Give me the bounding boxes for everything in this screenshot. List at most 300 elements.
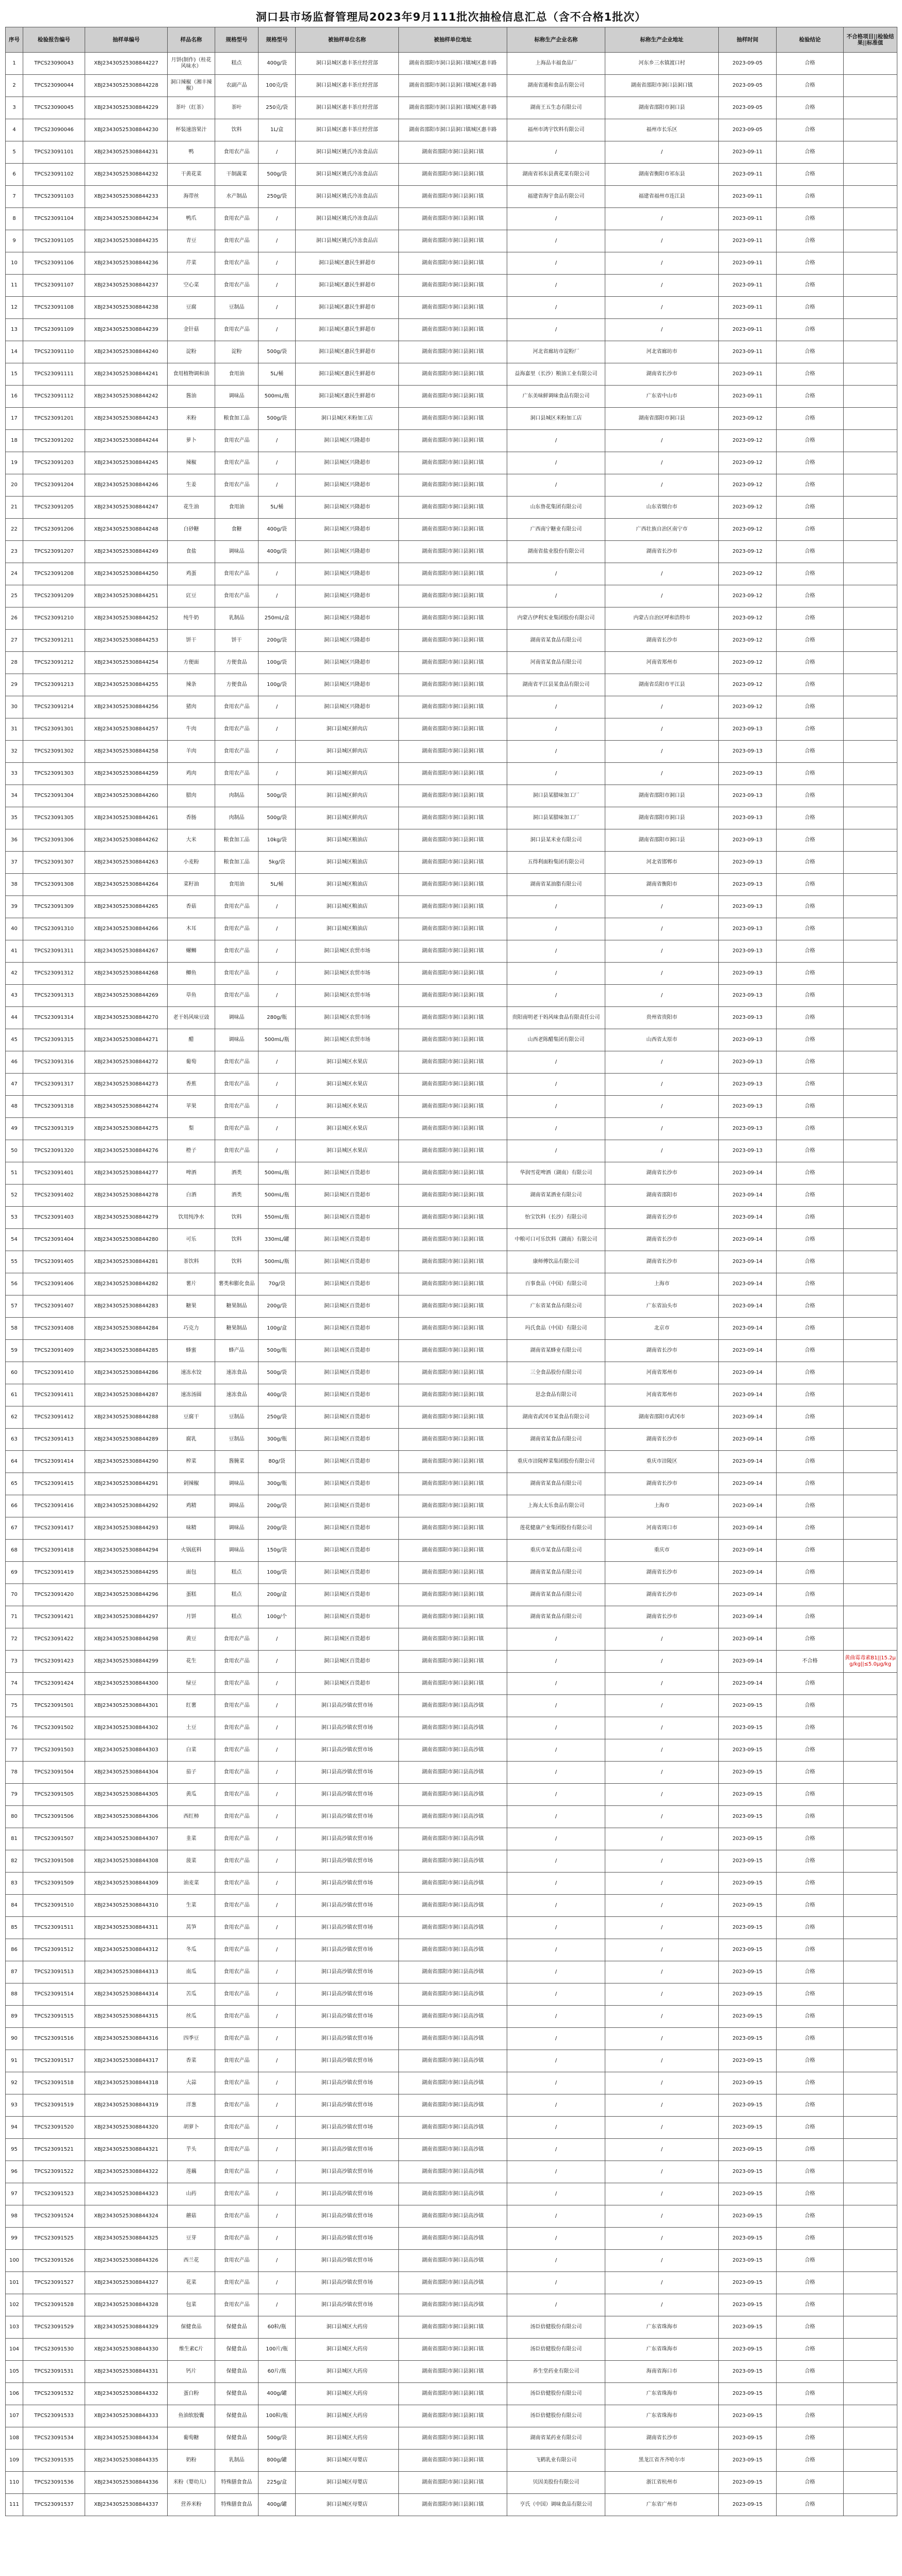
cell-sampled-unit: 洞口县城区姚氏冷冻食品店 [296, 141, 399, 164]
cell-index: 30 [6, 696, 23, 718]
cell-manufacturer: 上海品丰福食品厂 [507, 53, 605, 75]
cell-sampling-date: 2023-09-13 [719, 1118, 777, 1140]
cell-conclusion: 合格 [777, 2094, 844, 2117]
cell-failed-item [844, 2272, 897, 2294]
cell-sample-name: 包菜 [168, 2294, 215, 2316]
cell-index: 3 [6, 97, 23, 119]
cell-report-no: TPCS23091523 [23, 2183, 85, 2205]
cell-food-category: 饮料 [215, 1207, 259, 1229]
table-row [6, 1850, 897, 1873]
cell-manufacturer: 广东美味鲜调味食品有限公司 [507, 386, 605, 408]
cell-failed-item [844, 363, 897, 386]
cell-food-category: 保健食品 [215, 2427, 259, 2450]
cell-manufacturer: / [507, 1096, 605, 1118]
cell-sampling-date: 2023-09-15 [719, 2205, 777, 2228]
cell-sample-name: 豆芽 [168, 2228, 215, 2250]
cell-manufacturer: / [507, 297, 605, 319]
cell-report-no: TPCS23091301 [23, 718, 85, 741]
cell-food-category: 食用农产品 [215, 1828, 259, 1850]
cell-sample-name: 腐乳 [168, 1429, 215, 1451]
table-row [6, 1673, 897, 1695]
cell-sampling-date: 2023-09-05 [719, 75, 777, 97]
cell-spec: 225g/盒 [259, 2472, 296, 2494]
cell-sampled-unit: 洞口县城区兴隆超市 [296, 585, 399, 607]
cell-sampled-address: 湖南省邵阳市洞口县洞口镇 [399, 1251, 507, 1273]
cell-conclusion: 合格 [777, 1251, 844, 1273]
cell-sampled-unit: 洞口县城区大药房 [296, 2383, 399, 2405]
cell-sample-no: XBJ23430525308844250 [85, 563, 168, 585]
cell-conclusion: 合格 [777, 940, 844, 963]
cell-sample-no: XBJ23430525308844268 [85, 963, 168, 985]
cell-sampled-address: 湖南省邵阳市洞口县洞口镇 [399, 785, 507, 807]
cell-sampling-date: 2023-09-13 [719, 1007, 777, 1029]
cell-index: 5 [6, 141, 23, 164]
cell-sampled-address: 湖南省邵阳市洞口县洞口镇 [399, 2383, 507, 2405]
table-row [6, 2472, 897, 2494]
cell-index: 18 [6, 430, 23, 452]
cell-sampled-unit: 洞口县高沙镇农贸市场 [296, 2161, 399, 2183]
cell-sample-no: XBJ23430525308844311 [85, 1917, 168, 1939]
cell-spec: / [259, 230, 296, 252]
cell-index: 4 [6, 119, 23, 141]
cell-spec: / [259, 1828, 296, 1850]
cell-conclusion: 合格 [777, 1473, 844, 1495]
cell-sample-name: 啤酒 [168, 1162, 215, 1185]
cell-sampled-address: 湖南省邵阳市洞口县高沙镇 [399, 2228, 507, 2250]
cell-manufacturer-address: / [605, 718, 719, 741]
cell-failed-item [844, 452, 897, 474]
cell-sample-name: 木耳 [168, 918, 215, 940]
cell-index: 73 [6, 1651, 23, 1673]
cell-sampling-date: 2023-09-15 [719, 1828, 777, 1850]
cell-sampled-address: 湖南省邵阳市洞口县洞口镇 [399, 1362, 507, 1384]
cell-report-no: TPCS23091537 [23, 2494, 85, 2516]
cell-sampled-address: 湖南省邵阳市洞口县高沙镇 [399, 2050, 507, 2072]
cell-sample-no: XBJ23430525308844299 [85, 1651, 168, 1673]
table-row [6, 2028, 897, 2050]
cell-sampled-address: 湖南省邵阳市洞口县高沙镇 [399, 1739, 507, 1762]
cell-manufacturer-address: / [605, 1096, 719, 1118]
cell-spec: 5L/桶 [259, 497, 296, 519]
cell-sampled-address: 湖南省邵阳市洞口县洞口镇 [399, 829, 507, 852]
cell-manufacturer: 湖南省平江县某食品有限公司 [507, 674, 605, 696]
cell-food-category: 食用农产品 [215, 1873, 259, 1895]
cell-failed-item [844, 2072, 897, 2094]
cell-report-no: TPCS23091518 [23, 2072, 85, 2094]
cell-report-no: TPCS23091402 [23, 1185, 85, 1207]
cell-sample-no: XBJ23430525308844228 [85, 75, 168, 97]
cell-manufacturer-address: 湖南省衡阳市 [605, 874, 719, 896]
cell-manufacturer: 养生堂药业有限公司 [507, 2361, 605, 2383]
cell-conclusion: 合格 [777, 1096, 844, 1118]
cell-sampling-date: 2023-09-11 [719, 319, 777, 341]
cell-manufacturer-address: / [605, 1828, 719, 1850]
cell-report-no: TPCS23091314 [23, 1007, 85, 1029]
cell-manufacturer: 湖南省某食品有限公司 [507, 1606, 605, 1628]
cell-sample-no: XBJ23430525308844304 [85, 1762, 168, 1784]
cell-index: 95 [6, 2139, 23, 2161]
cell-food-category: 调味品 [215, 1495, 259, 1517]
cell-spec: 400g/袋 [259, 1384, 296, 1406]
cell-spec: / [259, 1074, 296, 1096]
cell-manufacturer-address: 湖南省长沙市 [605, 1251, 719, 1273]
cell-sampling-date: 2023-09-15 [719, 1961, 777, 1983]
cell-manufacturer-address: 湖南省邵阳市洞口县 [605, 807, 719, 829]
cell-conclusion: 合格 [777, 1140, 844, 1162]
cell-sample-name: 花菜 [168, 2272, 215, 2294]
cell-sample-name: 牛肉 [168, 718, 215, 741]
cell-sample-name: 饼干 [168, 630, 215, 652]
cell-sampled-unit: 洞口县城区惠丰茶庄经营部 [296, 97, 399, 119]
cell-manufacturer-address: 内蒙古自治区呼和浩特市 [605, 607, 719, 630]
cell-failed-item [844, 2161, 897, 2183]
table-row [6, 1517, 897, 1540]
cell-sample-name: 芹菜 [168, 252, 215, 275]
cell-sample-no: XBJ23430525308844300 [85, 1673, 168, 1695]
cell-food-category: 食用农产品 [215, 208, 259, 230]
cell-manufacturer: / [507, 1895, 605, 1917]
table-row [6, 1739, 897, 1762]
cell-sampling-date: 2023-09-11 [719, 297, 777, 319]
cell-sample-name: 山药 [168, 2183, 215, 2205]
cell-sample-no: XBJ23430525308844289 [85, 1429, 168, 1451]
cell-food-category: 食用农产品 [215, 230, 259, 252]
cell-manufacturer: / [507, 2183, 605, 2205]
cell-sampled-unit: 洞口县城区农贸市场 [296, 985, 399, 1007]
cell-conclusion: 合格 [777, 2117, 844, 2139]
cell-conclusion: 合格 [777, 1273, 844, 1295]
header-cell: 规格型号 [259, 27, 296, 53]
cell-food-category: 糖果制品 [215, 1318, 259, 1340]
cell-sample-name: 面包 [168, 1562, 215, 1584]
cell-report-no: TPCS23091512 [23, 1939, 85, 1961]
cell-sampling-date: 2023-09-11 [719, 252, 777, 275]
cell-spec: 500mL/瓶 [259, 1251, 296, 1273]
cell-failed-item [844, 2427, 897, 2450]
cell-sampled-unit: 洞口县城区百货超市 [296, 1295, 399, 1318]
cell-spec: / [259, 563, 296, 585]
cell-sampled-address: 湖南省邵阳市洞口县洞口镇 [399, 1318, 507, 1340]
cell-report-no: TPCS23091525 [23, 2228, 85, 2250]
table-row [6, 718, 897, 741]
cell-sample-name: 白酒 [168, 1185, 215, 1207]
cell-conclusion: 合格 [777, 652, 844, 674]
cell-sampled-unit: 洞口县城区鲜肉店 [296, 763, 399, 785]
cell-sampling-date: 2023-09-12 [719, 674, 777, 696]
cell-index: 108 [6, 2427, 23, 2450]
cell-manufacturer-address: / [605, 1140, 719, 1162]
cell-sample-no: XBJ23430525308844337 [85, 2494, 168, 2516]
cell-manufacturer: / [507, 963, 605, 985]
cell-manufacturer: / [507, 1784, 605, 1806]
cell-failed-item [844, 297, 897, 319]
cell-sample-name: 猪肉 [168, 696, 215, 718]
cell-conclusion: 合格 [777, 363, 844, 386]
cell-failed-item [844, 1606, 897, 1628]
cell-spec: / [259, 696, 296, 718]
table-row [6, 2205, 897, 2228]
cell-sampled-unit: 洞口县城区粮油店 [296, 852, 399, 874]
cell-failed-item: 黄曲霉毒素B1||15.2μg/kg||≤5.0μg/kg [844, 1651, 897, 1673]
cell-report-no: TPCS23091319 [23, 1118, 85, 1140]
table-row [6, 1628, 897, 1651]
cell-sampled-address: 湖南省邵阳市洞口县洞口镇 [399, 1495, 507, 1517]
cell-manufacturer-address: / [605, 741, 719, 763]
cell-sample-name: 香肠 [168, 807, 215, 829]
table-row [6, 2183, 897, 2205]
cell-manufacturer-address: 湖南省长沙市 [605, 630, 719, 652]
cell-sampling-date: 2023-09-14 [719, 1273, 777, 1295]
cell-manufacturer: / [507, 1850, 605, 1873]
cell-sampled-unit: 洞口县城区百货超市 [296, 1207, 399, 1229]
cell-conclusion: 合格 [777, 230, 844, 252]
cell-sample-name: 茶叶（红茶） [168, 97, 215, 119]
cell-food-category: 方便食品 [215, 652, 259, 674]
cell-spec: 60粒/瓶 [259, 2316, 296, 2339]
cell-food-category: 食用农产品 [215, 2072, 259, 2094]
cell-sample-name: 莴笋 [168, 1917, 215, 1939]
table-row [6, 1140, 897, 1162]
cell-manufacturer-address: 河南省郑州市 [605, 652, 719, 674]
cell-sampled-unit: 洞口县城区粮油店 [296, 874, 399, 896]
cell-failed-item [844, 1029, 897, 1051]
cell-index: 76 [6, 1717, 23, 1739]
cell-sample-name: 洋葱 [168, 2094, 215, 2117]
cell-sampled-unit: 洞口县城区兴隆超市 [296, 563, 399, 585]
cell-spec: 200g/袋 [259, 1495, 296, 1517]
cell-index: 22 [6, 519, 23, 541]
cell-conclusion: 合格 [777, 452, 844, 474]
cell-failed-item [844, 2250, 897, 2272]
cell-manufacturer-address: 黑龙江省齐齐哈尔市 [605, 2450, 719, 2472]
cell-conclusion: 合格 [777, 2006, 844, 2028]
cell-sampled-unit: 洞口县城区粮油店 [296, 829, 399, 852]
cell-spec: / [259, 2117, 296, 2139]
cell-sample-name: 葡萄糖 [168, 2427, 215, 2450]
cell-manufacturer: / [507, 230, 605, 252]
table-row [6, 297, 897, 319]
cell-food-category: 保健食品 [215, 2316, 259, 2339]
cell-sampling-date: 2023-09-14 [719, 1162, 777, 1185]
cell-index: 65 [6, 1473, 23, 1495]
cell-sampled-address: 湖南省邵阳市洞口县洞口镇 [399, 1295, 507, 1318]
cell-sampled-address: 湖南省邵阳市洞口县洞口镇 [399, 164, 507, 186]
table-row [6, 141, 897, 164]
cell-manufacturer-address: / [605, 2006, 719, 2028]
cell-index: 97 [6, 2183, 23, 2205]
cell-conclusion: 合格 [777, 1362, 844, 1384]
cell-report-no: TPCS23091516 [23, 2028, 85, 2050]
cell-sample-name: 螺蛳 [168, 940, 215, 963]
cell-manufacturer-address: 湖南省长沙市 [605, 2427, 719, 2450]
cell-sample-name: 薯片 [168, 1273, 215, 1295]
cell-sample-name: 辣椒 [168, 452, 215, 474]
table-row [6, 2072, 897, 2094]
cell-conclusion: 合格 [777, 1495, 844, 1517]
cell-index: 67 [6, 1517, 23, 1540]
cell-manufacturer-address: 湖南省长沙市 [605, 1562, 719, 1584]
cell-manufacturer: 湖南省盐业股份有限公司 [507, 541, 605, 563]
cell-spec: 400g/袋 [259, 53, 296, 75]
cell-sampled-address: 湖南省邵阳市洞口县高沙镇 [399, 2272, 507, 2294]
cell-food-category: 食用农产品 [215, 1118, 259, 1140]
cell-sample-name: 苦瓜 [168, 1983, 215, 2006]
table-row [6, 2117, 897, 2139]
cell-manufacturer-address: 湖南省邵阳市洞口县洞口镇 [605, 75, 719, 97]
cell-manufacturer: / [507, 1074, 605, 1096]
cell-sampled-address: 湖南省邵阳市洞口县洞口镇 [399, 1628, 507, 1651]
cell-manufacturer-address: / [605, 208, 719, 230]
cell-sampling-date: 2023-09-13 [719, 940, 777, 963]
cell-sampled-address: 湖南省邵阳市洞口县洞口镇 [399, 1451, 507, 1473]
cell-manufacturer-address: 河南省郑州市 [605, 1384, 719, 1406]
cell-sampled-address: 湖南省邵阳市洞口县洞口镇 [399, 1540, 507, 1562]
cell-sampled-address: 湖南省邵阳市洞口县高沙镇 [399, 2161, 507, 2183]
cell-index: 45 [6, 1029, 23, 1051]
cell-manufacturer-address: / [605, 1983, 719, 2006]
cell-manufacturer-address: / [605, 2072, 719, 2094]
cell-sampled-unit: 洞口县高沙镇农贸市场 [296, 1784, 399, 1806]
cell-food-category: 食用农产品 [215, 1983, 259, 2006]
table-row [6, 918, 897, 940]
cell-spec: 100g/袋 [259, 1562, 296, 1584]
cell-conclusion: 合格 [777, 1717, 844, 1739]
cell-index: 51 [6, 1162, 23, 1185]
cell-sampling-date: 2023-09-11 [719, 341, 777, 363]
cell-sample-no: XBJ23430525308844294 [85, 1540, 168, 1562]
cell-conclusion: 合格 [777, 141, 844, 164]
cell-food-category: 食用农产品 [215, 1074, 259, 1096]
cell-sampling-date: 2023-09-11 [719, 275, 777, 297]
cell-failed-item [844, 1185, 897, 1207]
cell-sampled-unit: 洞口县城区百货超市 [296, 1584, 399, 1606]
cell-conclusion: 合格 [777, 2316, 844, 2339]
cell-manufacturer: 百事食品（中国）有限公司 [507, 1273, 605, 1295]
cell-sampled-unit: 洞口县高沙镇农贸市场 [296, 2205, 399, 2228]
cell-failed-item [844, 741, 897, 763]
cell-report-no: TPCS23091214 [23, 696, 85, 718]
cell-manufacturer: / [507, 2072, 605, 2094]
cell-index: 109 [6, 2450, 23, 2472]
cell-sample-name: 蘑菇 [168, 2205, 215, 2228]
cell-sampled-unit: 洞口县高沙镇农贸市场 [296, 2006, 399, 2028]
cell-failed-item [844, 2472, 897, 2494]
cell-sampling-date: 2023-09-15 [719, 2316, 777, 2339]
cell-manufacturer-address: 广东省汕头市 [605, 1295, 719, 1318]
cell-sampling-date: 2023-09-15 [719, 2427, 777, 2450]
cell-food-category: 食用农产品 [215, 452, 259, 474]
table-row [6, 829, 897, 852]
cell-report-no: TPCS23091424 [23, 1673, 85, 1695]
cell-manufacturer-address: / [605, 696, 719, 718]
cell-failed-item [844, 164, 897, 186]
cell-sample-name: 海带丝 [168, 186, 215, 208]
cell-report-no: TPCS23091110 [23, 341, 85, 363]
cell-spec: 5L/桶 [259, 363, 296, 386]
cell-index: 55 [6, 1251, 23, 1273]
cell-food-category: 豆制品 [215, 1429, 259, 1451]
cell-sampling-date: 2023-09-15 [719, 1939, 777, 1961]
cell-conclusion: 合格 [777, 585, 844, 607]
cell-conclusion: 合格 [777, 896, 844, 918]
cell-index: 88 [6, 1983, 23, 2006]
cell-index: 104 [6, 2339, 23, 2361]
cell-sampled-unit: 洞口县高沙镇农贸市场 [296, 2183, 399, 2205]
cell-conclusion: 合格 [777, 275, 844, 297]
cell-sample-no: XBJ23430525308844305 [85, 1784, 168, 1806]
cell-sampled-unit: 洞口县城区兴隆超市 [296, 652, 399, 674]
cell-sampled-unit: 洞口县高沙镇农贸市场 [296, 1739, 399, 1762]
cell-food-category: 食用农产品 [215, 896, 259, 918]
cell-sampled-unit: 洞口县高沙镇农贸市场 [296, 2250, 399, 2272]
cell-sample-no: XBJ23430525308844285 [85, 1340, 168, 1362]
cell-spec: 150g/袋 [259, 1540, 296, 1562]
cell-report-no: TPCS23091313 [23, 985, 85, 1007]
cell-manufacturer-address: / [605, 2294, 719, 2316]
cell-conclusion: 合格 [777, 474, 844, 497]
cell-sampled-address: 湖南省邵阳市洞口县洞口镇 [399, 2339, 507, 2361]
cell-index: 110 [6, 2472, 23, 2494]
cell-failed-item [844, 2316, 897, 2339]
cell-conclusion: 合格 [777, 741, 844, 763]
cell-index: 1 [6, 53, 23, 75]
cell-sampling-date: 2023-09-14 [719, 1495, 777, 1517]
cell-sample-no: XBJ23430525308844258 [85, 741, 168, 763]
cell-sample-name: 鲫鱼 [168, 963, 215, 985]
cell-report-no: TPCS23091535 [23, 2450, 85, 2472]
cell-manufacturer-address: / [605, 297, 719, 319]
cell-manufacturer-address: / [605, 319, 719, 341]
cell-food-category: 糕点 [215, 53, 259, 75]
cell-failed-item [844, 541, 897, 563]
cell-sampling-date: 2023-09-15 [719, 1850, 777, 1873]
cell-report-no: TPCS23091519 [23, 2094, 85, 2117]
table-row [6, 1207, 897, 1229]
cell-sample-name: 西兰花 [168, 2250, 215, 2272]
cell-conclusion: 合格 [777, 2383, 844, 2405]
cell-sampled-address: 湖南省邵阳市洞口县高沙镇 [399, 1850, 507, 1873]
cell-manufacturer: 福州市鸿宇饮料有限公司 [507, 119, 605, 141]
cell-sampling-date: 2023-09-15 [719, 2006, 777, 2028]
cell-sampled-address: 湖南省邵阳市洞口县高沙镇 [399, 1961, 507, 1983]
table-row [6, 2050, 897, 2072]
cell-conclusion: 合格 [777, 1562, 844, 1584]
cell-sample-no: XBJ23430525308844266 [85, 918, 168, 940]
cell-food-category: 食用油 [215, 874, 259, 896]
table-row [6, 1406, 897, 1429]
cell-report-no: TPCS23091311 [23, 940, 85, 963]
cell-sampled-address: 湖南省邵阳市洞口县洞口镇 [399, 1229, 507, 1251]
cell-sampled-address: 湖南省邵阳市洞口县洞口镇 [399, 607, 507, 630]
cell-conclusion: 合格 [777, 2450, 844, 2472]
cell-sampled-unit: 洞口县城区水果店 [296, 1096, 399, 1118]
cell-sampled-unit: 洞口县城区姚氏冷冻食品店 [296, 208, 399, 230]
cell-sample-no: XBJ23430525308844275 [85, 1118, 168, 1140]
cell-conclusion: 合格 [777, 1939, 844, 1961]
cell-sampled-address: 湖南省邵阳市洞口县洞口镇 [399, 2361, 507, 2383]
cell-manufacturer-address: 河北省廊坊市 [605, 341, 719, 363]
cell-manufacturer-address: 海南省海口市 [605, 2361, 719, 2383]
cell-sample-no: XBJ23430525308844322 [85, 2161, 168, 2183]
table-row [6, 319, 897, 341]
cell-spec: / [259, 430, 296, 452]
cell-index: 2 [6, 75, 23, 97]
cell-report-no: TPCS23091208 [23, 563, 85, 585]
cell-spec: 500g/袋 [259, 785, 296, 807]
cell-manufacturer: / [507, 2294, 605, 2316]
table-row [6, 1873, 897, 1895]
cell-food-category: 食用农产品 [215, 2139, 259, 2161]
